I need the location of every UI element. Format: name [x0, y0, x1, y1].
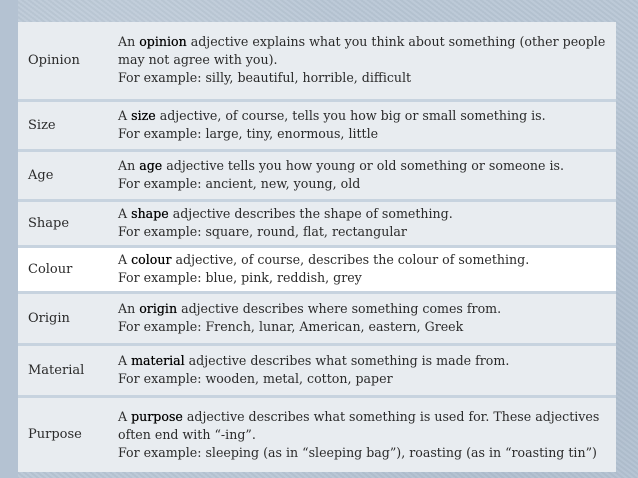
definition-line [118, 408, 610, 444]
table-row-purpose [18, 396, 616, 472]
definition-line [118, 107, 610, 125]
definition-line [118, 352, 610, 370]
definition-text: adjective describes what something is made from. [184, 353, 510, 368]
keyword: age [139, 158, 163, 173]
definition-lead: An [118, 34, 140, 50]
category-label: Size [18, 100, 114, 150]
category-label: Opinion [18, 22, 114, 100]
table-row-material [18, 344, 616, 396]
category-label: Shape [18, 200, 114, 246]
definition-text: adjective, of course, tells you how big or small something is. [155, 108, 546, 123]
table-row-size [18, 100, 616, 150]
definition-lead: A [118, 252, 132, 267]
definition-text: adjective describes where something comes from. [177, 301, 502, 316]
definition-text: adjective explains what you think about something (other people may not agree with you). [118, 34, 606, 68]
definition-text: adjective, of course, describes the colour of something. [171, 252, 530, 267]
example-line: For example: wooden, metal, cotton, paper [118, 371, 393, 386]
definition-lead: An [118, 158, 140, 173]
table-row-colour [18, 246, 616, 292]
definition-lead: A [118, 108, 132, 123]
slide-left-margin [0, 0, 18, 478]
definition-text: adjective describes the shape of something. [168, 206, 453, 221]
category-label: Material [18, 344, 114, 396]
example-line: For example: large, tiny, enormous, little [118, 126, 379, 141]
table-row-age [18, 150, 616, 200]
definition-lead: An [118, 301, 140, 316]
description-cell [114, 292, 616, 344]
category-label: Colour [18, 246, 114, 292]
example-line: For example: square, round, flat, rectangular [118, 224, 407, 239]
description-cell [114, 100, 616, 150]
category-label: Origin [18, 292, 114, 344]
table-row-origin [18, 292, 616, 344]
example-line: For example: silly, beautiful, horrible, difficult [118, 70, 412, 86]
definition-text: adjective describes what something is used for. These adjectives often end with “-ing”. [118, 408, 600, 442]
category-label: Age [18, 150, 114, 200]
description-cell [114, 22, 616, 100]
category-label: Purpose [18, 396, 114, 472]
keyword: origin [139, 301, 178, 316]
description-cell [114, 396, 616, 472]
description-cell [114, 344, 616, 396]
example-line: For example: blue, pink, reddish, grey [118, 270, 362, 285]
keyword: purpose [131, 408, 183, 424]
definition-lead: A [118, 353, 132, 368]
definition-line [118, 300, 610, 318]
example-line: For example: ancient, new, young, old [118, 176, 361, 191]
example-line: For example: French, lunar, American, eastern, Greek [118, 319, 464, 334]
definition-lead: A [118, 408, 132, 424]
example-line: For example: sleeping (as in “sleeping bag”), roasting (as in “roasting tin”) [118, 444, 597, 460]
keyword: opinion [139, 34, 187, 50]
keyword: size [131, 108, 156, 123]
description-cell [114, 200, 616, 246]
definition-line [118, 205, 610, 223]
definition-line [118, 157, 610, 175]
keyword: shape [131, 206, 169, 221]
table-row-opinion [18, 22, 616, 100]
adjective-order-table [18, 22, 616, 472]
description-cell [114, 246, 616, 292]
keyword: material [131, 353, 185, 368]
definition-lead: A [118, 206, 132, 221]
definition-text: adjective tells you how young or old something or someone is. [162, 158, 564, 173]
definition-line [118, 33, 610, 69]
description-cell [114, 150, 616, 200]
definition-line [118, 251, 610, 269]
keyword: colour [131, 252, 172, 267]
table-row-shape [18, 200, 616, 246]
